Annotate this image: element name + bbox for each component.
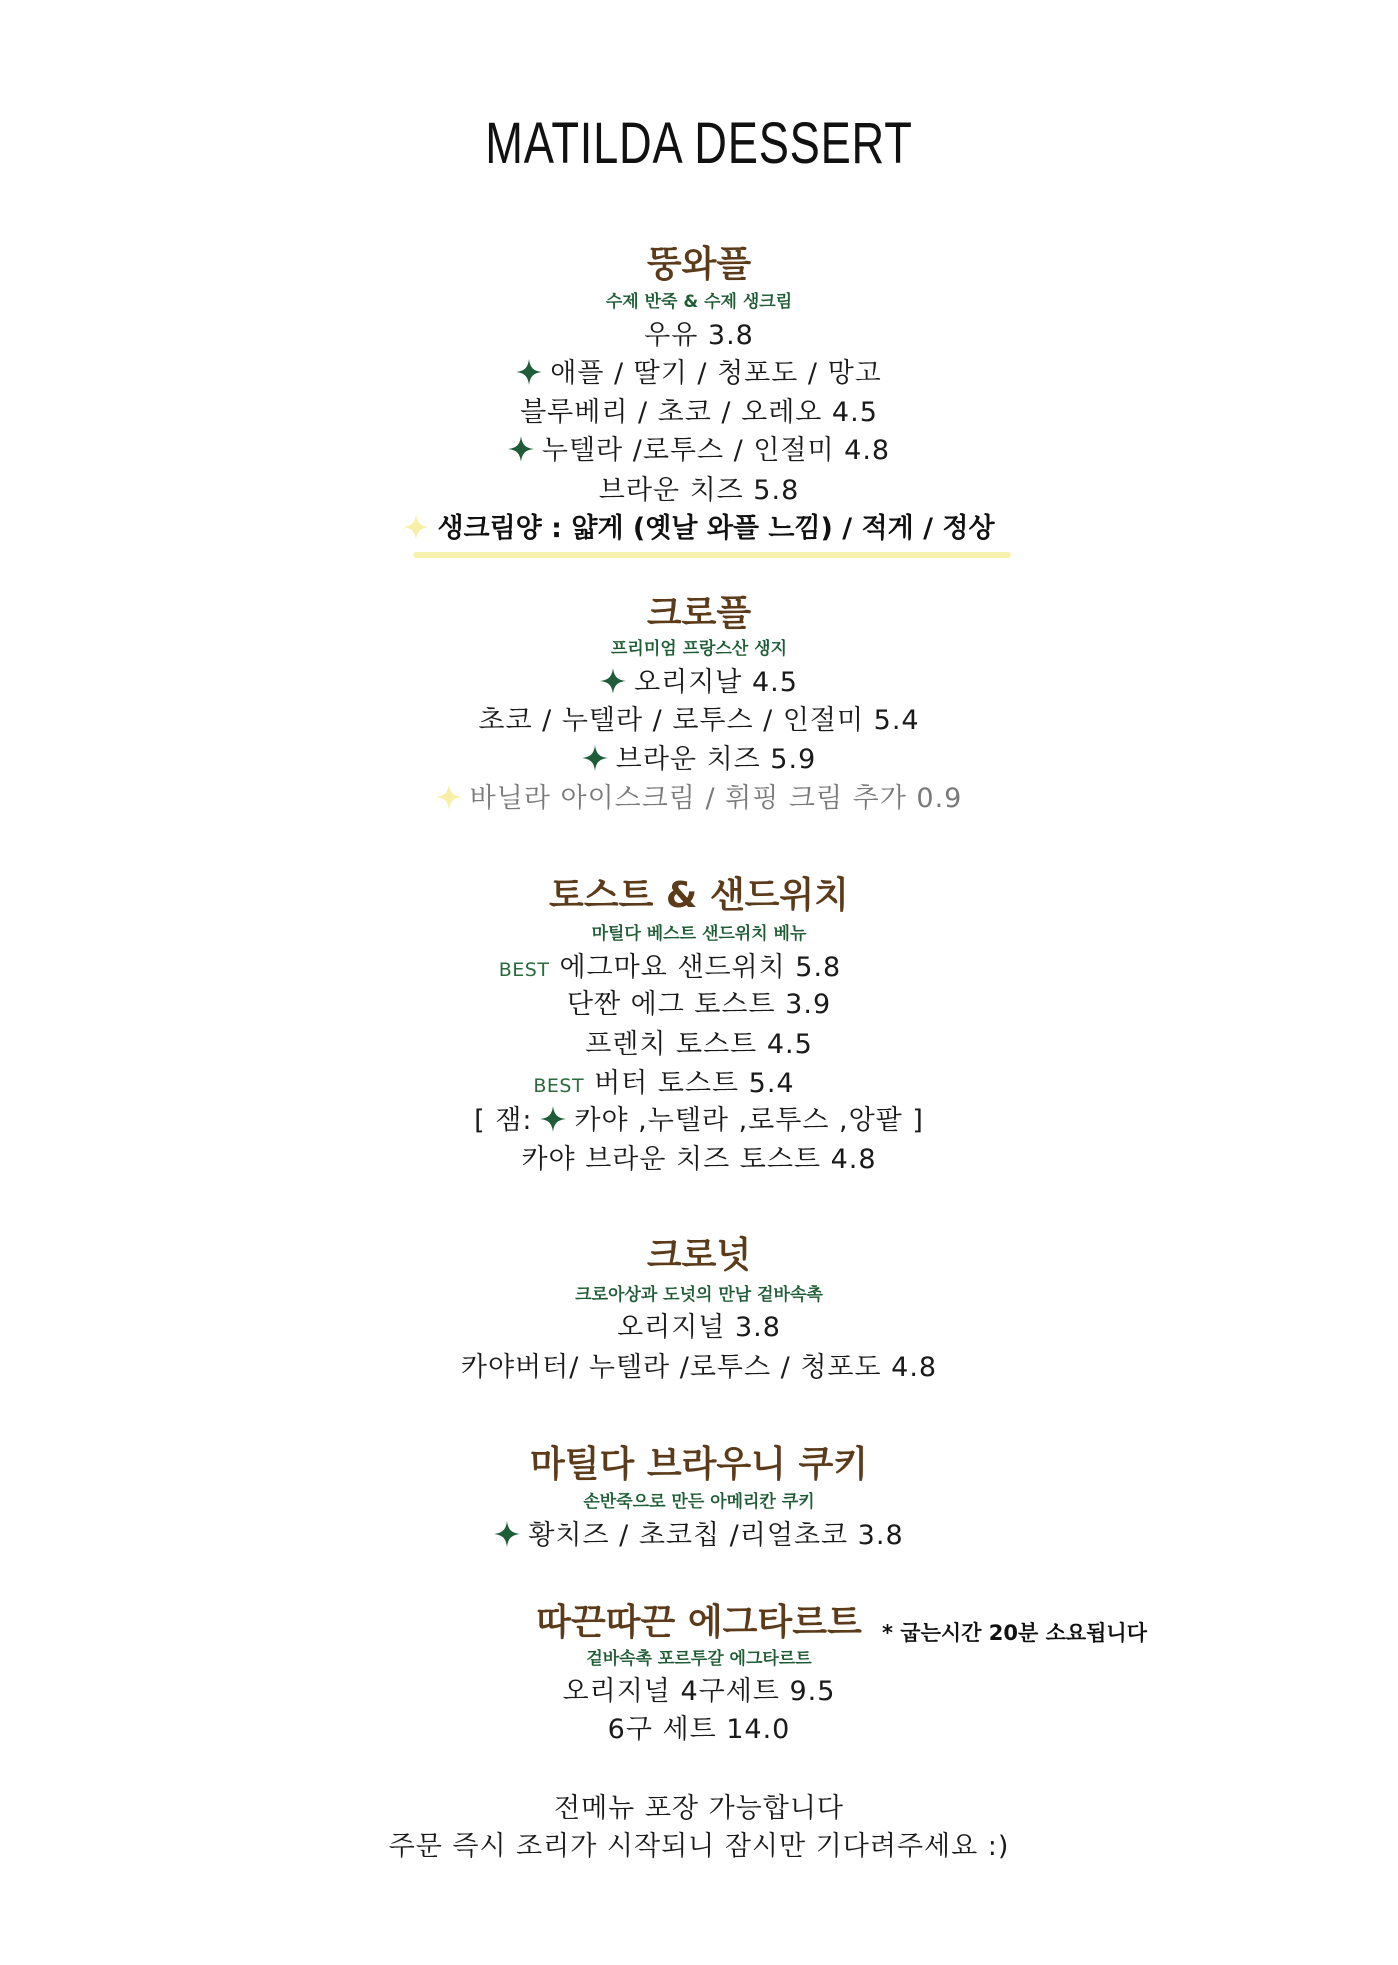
menu-item: 프렌치 토스트 4.5 (585, 1029, 813, 1060)
section-subtitle: 마틸다 베스트 샌드위치 베뉴 (591, 924, 807, 944)
green-star-icon (540, 1106, 566, 1132)
menu-item: 브라운 치즈 5.8 (598, 475, 800, 506)
green-star-icon (494, 1521, 520, 1547)
menu-item: 블루베리 / 초코 / 오레오 4.5 (520, 397, 878, 428)
best-badge: BEST (533, 1075, 585, 1097)
menu-item (0, 1516, 1398, 1556)
menu-item-text: 황치즈 / 초코칩 /리얼초코 3.8 (528, 1520, 904, 1551)
section-subtitle: 겉바속촉 포르투갈 에그타르트 (586, 1649, 812, 1669)
menu-item: 오리지널 4구세트 9.5 (562, 1676, 836, 1707)
menu-item-addon (0, 779, 1398, 819)
menu-item: 우유 3.8 (644, 320, 754, 351)
menu-title (0, 109, 1398, 179)
menu-item (0, 1064, 1363, 1106)
section-heading: 크로넛 (646, 1235, 752, 1276)
menu-item: 6구 세트 14.0 (607, 1714, 791, 1745)
menu-item-text: 오리지날 4.5 (634, 667, 798, 698)
cooking-notice: 주문 즉시 조리가 시작되니 잠시만 기다려주세요 :) (388, 1831, 1010, 1862)
highlight-underline (413, 552, 1011, 558)
menu-item-text: 브라운 치즈 5.9 (615, 744, 817, 775)
menu-item: 카야버터/ 누텔라 /로투스 / 청포도 4.8 (460, 1352, 938, 1383)
section-heading: 따끈따끈 에그타르트 (536, 1602, 862, 1643)
jam-prefix: [ 잼: (474, 1105, 533, 1136)
menu-item (0, 354, 1398, 394)
takeout-notice: 전메뉴 포장 가능합니다 (554, 1793, 844, 1824)
menu-item (0, 740, 1398, 780)
section-heading: 토스트 & 샌드위치 (549, 875, 849, 916)
section-heading: 마틸다 브라우니 쿠키 (529, 1444, 869, 1485)
green-star-icon (582, 745, 608, 771)
menu-item (0, 948, 1369, 990)
menu-item: 초코 / 누텔라 / 로투스 / 인절미 5.4 (478, 705, 920, 736)
menu-item-text: 버터 토스트 5.4 (594, 1068, 795, 1099)
baking-time-note: * 굽는시간 20분 소요됩니다 (882, 1621, 1147, 1645)
jam-options (0, 1101, 1398, 1141)
section-subtitle: 수제 반죽 & 수제 생크림 (605, 292, 793, 312)
section-subtitle: 프리미엄 프랑스산 생지 (610, 639, 788, 659)
menu-item (0, 663, 1398, 703)
yellow-star-icon (403, 514, 429, 540)
menu-item (0, 431, 1398, 471)
menu-item: 단짠 에그 토스트 3.9 (566, 989, 832, 1020)
section-subtitle: 크로아상과 도넛의 만남 겉바속촉 (575, 1285, 823, 1305)
best-badge: BEST (498, 959, 550, 981)
menu-item: 카야 브라운 치즈 토스트 4.8 (521, 1144, 877, 1175)
menu-title-text: MATILDA DESSERT (485, 111, 913, 176)
section-heading: 크로플 (646, 593, 752, 634)
menu-item-text: 생크림양 : 얇게 (옛날 와플 느낌) / 적게 / 정상 (437, 513, 995, 544)
menu-item-text: 바닐라 아이스크림 / 휘핑 크림 추가 0.9 (469, 783, 963, 814)
green-star-icon (600, 668, 626, 694)
green-star-icon (508, 436, 534, 462)
green-star-icon (516, 359, 542, 385)
cream-amount-option (0, 509, 1398, 549)
section-subtitle: 손반죽으로 만든 아메리칸 쿠키 (583, 1492, 815, 1512)
section-heading: 뚱와플 (646, 244, 752, 285)
yellow-star-icon (436, 784, 462, 810)
menu-item-text: 카야 ,누텔라 ,로투스 ,앙팥 ] (574, 1105, 924, 1136)
menu-item-text: 에그마요 샌드위치 5.8 (559, 952, 842, 983)
menu-item-text: 누텔라 /로투스 / 인절미 4.8 (541, 435, 891, 466)
menu-item-text: 애플 / 딸기 / 청포도 / 망고 (550, 358, 882, 389)
menu-item: 오리지널 3.8 (617, 1312, 781, 1343)
